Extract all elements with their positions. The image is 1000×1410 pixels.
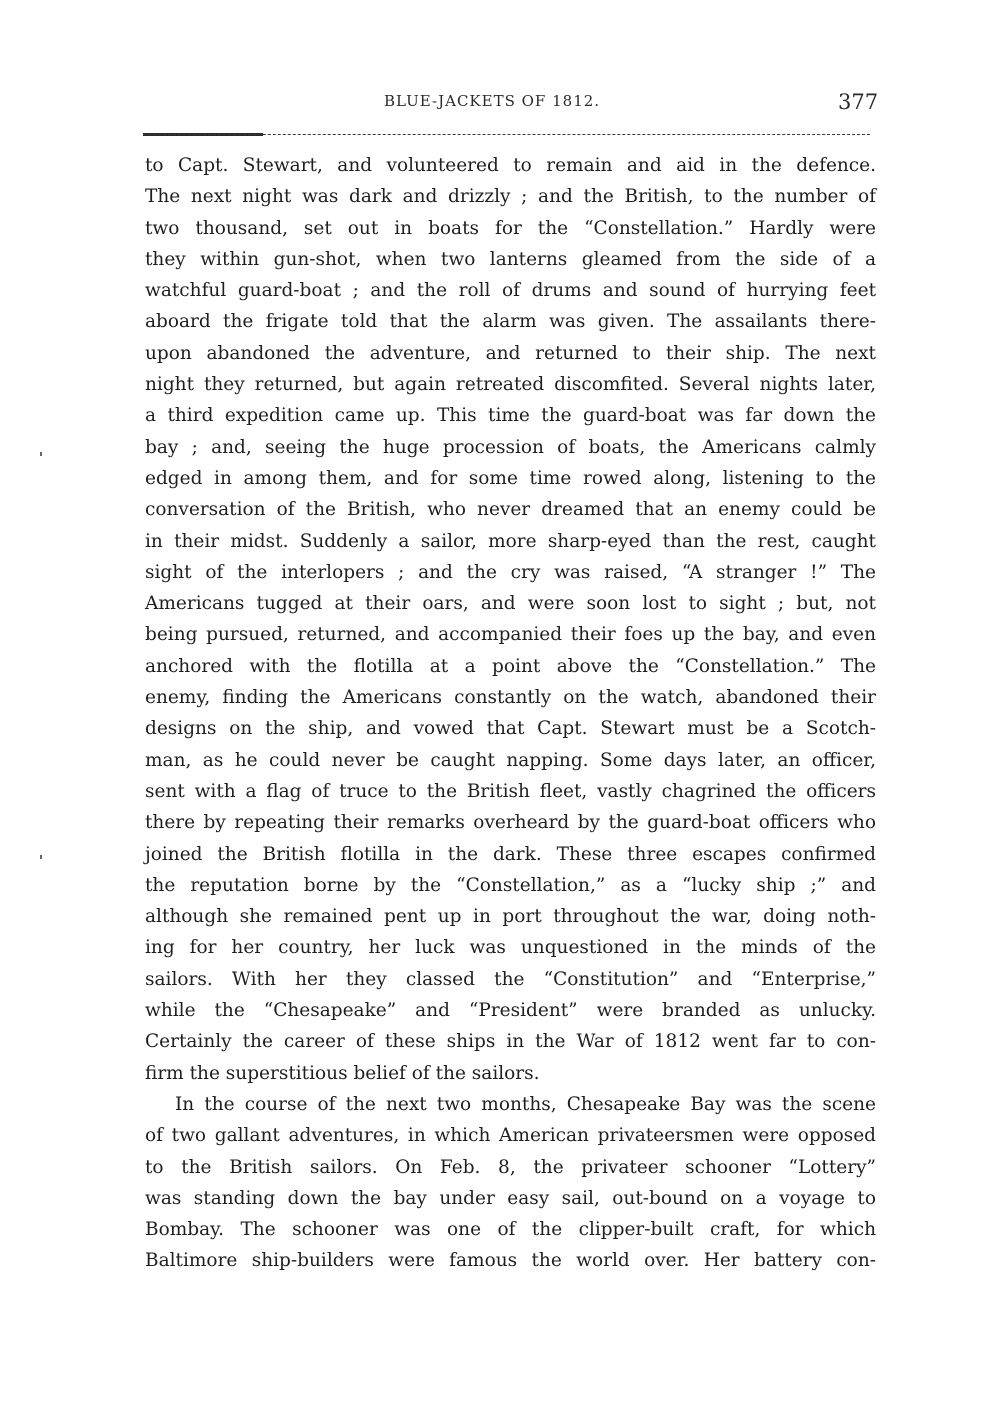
text-line: aboard the frigate told that the alarm was given. The assailants there- xyxy=(145,311,876,333)
text-line: Certainly the career of these ships in the War of 1812 went far to con- xyxy=(145,1031,876,1053)
text-line: upon abandoned the adventure, and returned to their ship. The next xyxy=(145,342,876,364)
running-head: BLUE-JACKETS OF 1812. xyxy=(384,92,601,110)
text-line: Americans tugged at their oars, and were soon lost to sight ; but, not xyxy=(145,593,876,615)
text-line: of two gallant adventures, in which American privateersmen were opposed xyxy=(145,1125,876,1147)
page-header xyxy=(0,92,1000,128)
text-line: to the British sailors. On Feb. 8, the privateer schooner “Lottery” xyxy=(145,1156,876,1178)
text-line: designs on the ship, and vowed that Capt. Stewart must be a Scotch- xyxy=(145,718,876,740)
text-line: Bombay. The schooner was one of the clipper-built craft, for which xyxy=(145,1219,876,1241)
text-line: they within gun-shot, when two lanterns gleamed from the side of a xyxy=(145,248,876,270)
text-line: In the course of the next two months, Chesapeake Bay was the scene xyxy=(175,1093,876,1115)
header-rule xyxy=(143,134,870,135)
text-line: firm the superstitious belief of the sailors. xyxy=(145,1062,540,1084)
text-line: in their midst. Suddenly a sailor, more sharp-eyed than the rest, caught xyxy=(145,530,876,552)
text-line: being pursued, returned, and accompanied their foes up the bay, and even xyxy=(145,624,876,646)
text-line: a third expedition came up. This time the guard-boat was far down the xyxy=(145,405,876,427)
text-line: there by repeating their remarks overheard by the guard-boat officers who xyxy=(145,812,876,834)
margin-mark xyxy=(40,452,42,456)
text-line: night they returned, but again retreated discomfited. Several nights later, xyxy=(145,374,876,396)
text-line: two thousand, set out in boats for the “Constellation.” Hardly were xyxy=(145,217,876,239)
text-line: was standing down the bay under easy sail, out-bound on a voyage to xyxy=(145,1187,876,1209)
text-line: joined the British flotilla in the dark. These three escapes confirmed xyxy=(145,843,876,865)
text-line: anchored with the flotilla at a point above the “Constellation.” The xyxy=(145,655,876,677)
body-text xyxy=(145,150,876,1277)
text-line: conversation of the British, who never dreamed that an enemy could be xyxy=(145,499,876,521)
text-line: ing for her country, her luck was unquestioned in the minds of the xyxy=(145,937,876,959)
text-line: the reputation borne by the “Constellation,” as a “lucky ship ;” and xyxy=(145,874,876,896)
text-line: bay ; and, seeing the huge procession of boats, the Americans calmly xyxy=(145,436,876,458)
text-line: sailors. With her they classed the “Constitution” and “Enterprise,” xyxy=(145,968,876,990)
text-line: The next night was dark and drizzly ; and the British, to the number of xyxy=(145,186,876,208)
text-line: sight of the interlopers ; and the cry was raised, “A stranger !” The xyxy=(145,561,876,583)
text-line: Baltimore ship-builders were famous the world over. Her battery con- xyxy=(145,1250,876,1272)
text-line: edged in among them, and for some time rowed along, listening to the xyxy=(145,467,876,489)
page-number: 377 xyxy=(838,90,879,114)
text-line: enemy, finding the Americans constantly on the watch, abandoned their xyxy=(145,687,876,709)
margin-mark xyxy=(40,855,42,859)
text-line: to Capt. Stewart, and volunteered to remain and aid in the defence. xyxy=(145,155,876,176)
text-line: although she remained pent up in port throughout the war, doing noth- xyxy=(145,906,876,928)
text-line: sent with a flag of truce to the British fleet, vastly chagrined the officers xyxy=(145,780,876,802)
text-line: man, as he could never be caught napping. Some days later, an officer, xyxy=(145,749,876,771)
text-line: while the “Chesapeake” and “President” were branded as unlucky. xyxy=(145,1000,876,1022)
text-line: watchful guard-boat ; and the roll of drums and sound of hurrying feet xyxy=(145,280,876,302)
